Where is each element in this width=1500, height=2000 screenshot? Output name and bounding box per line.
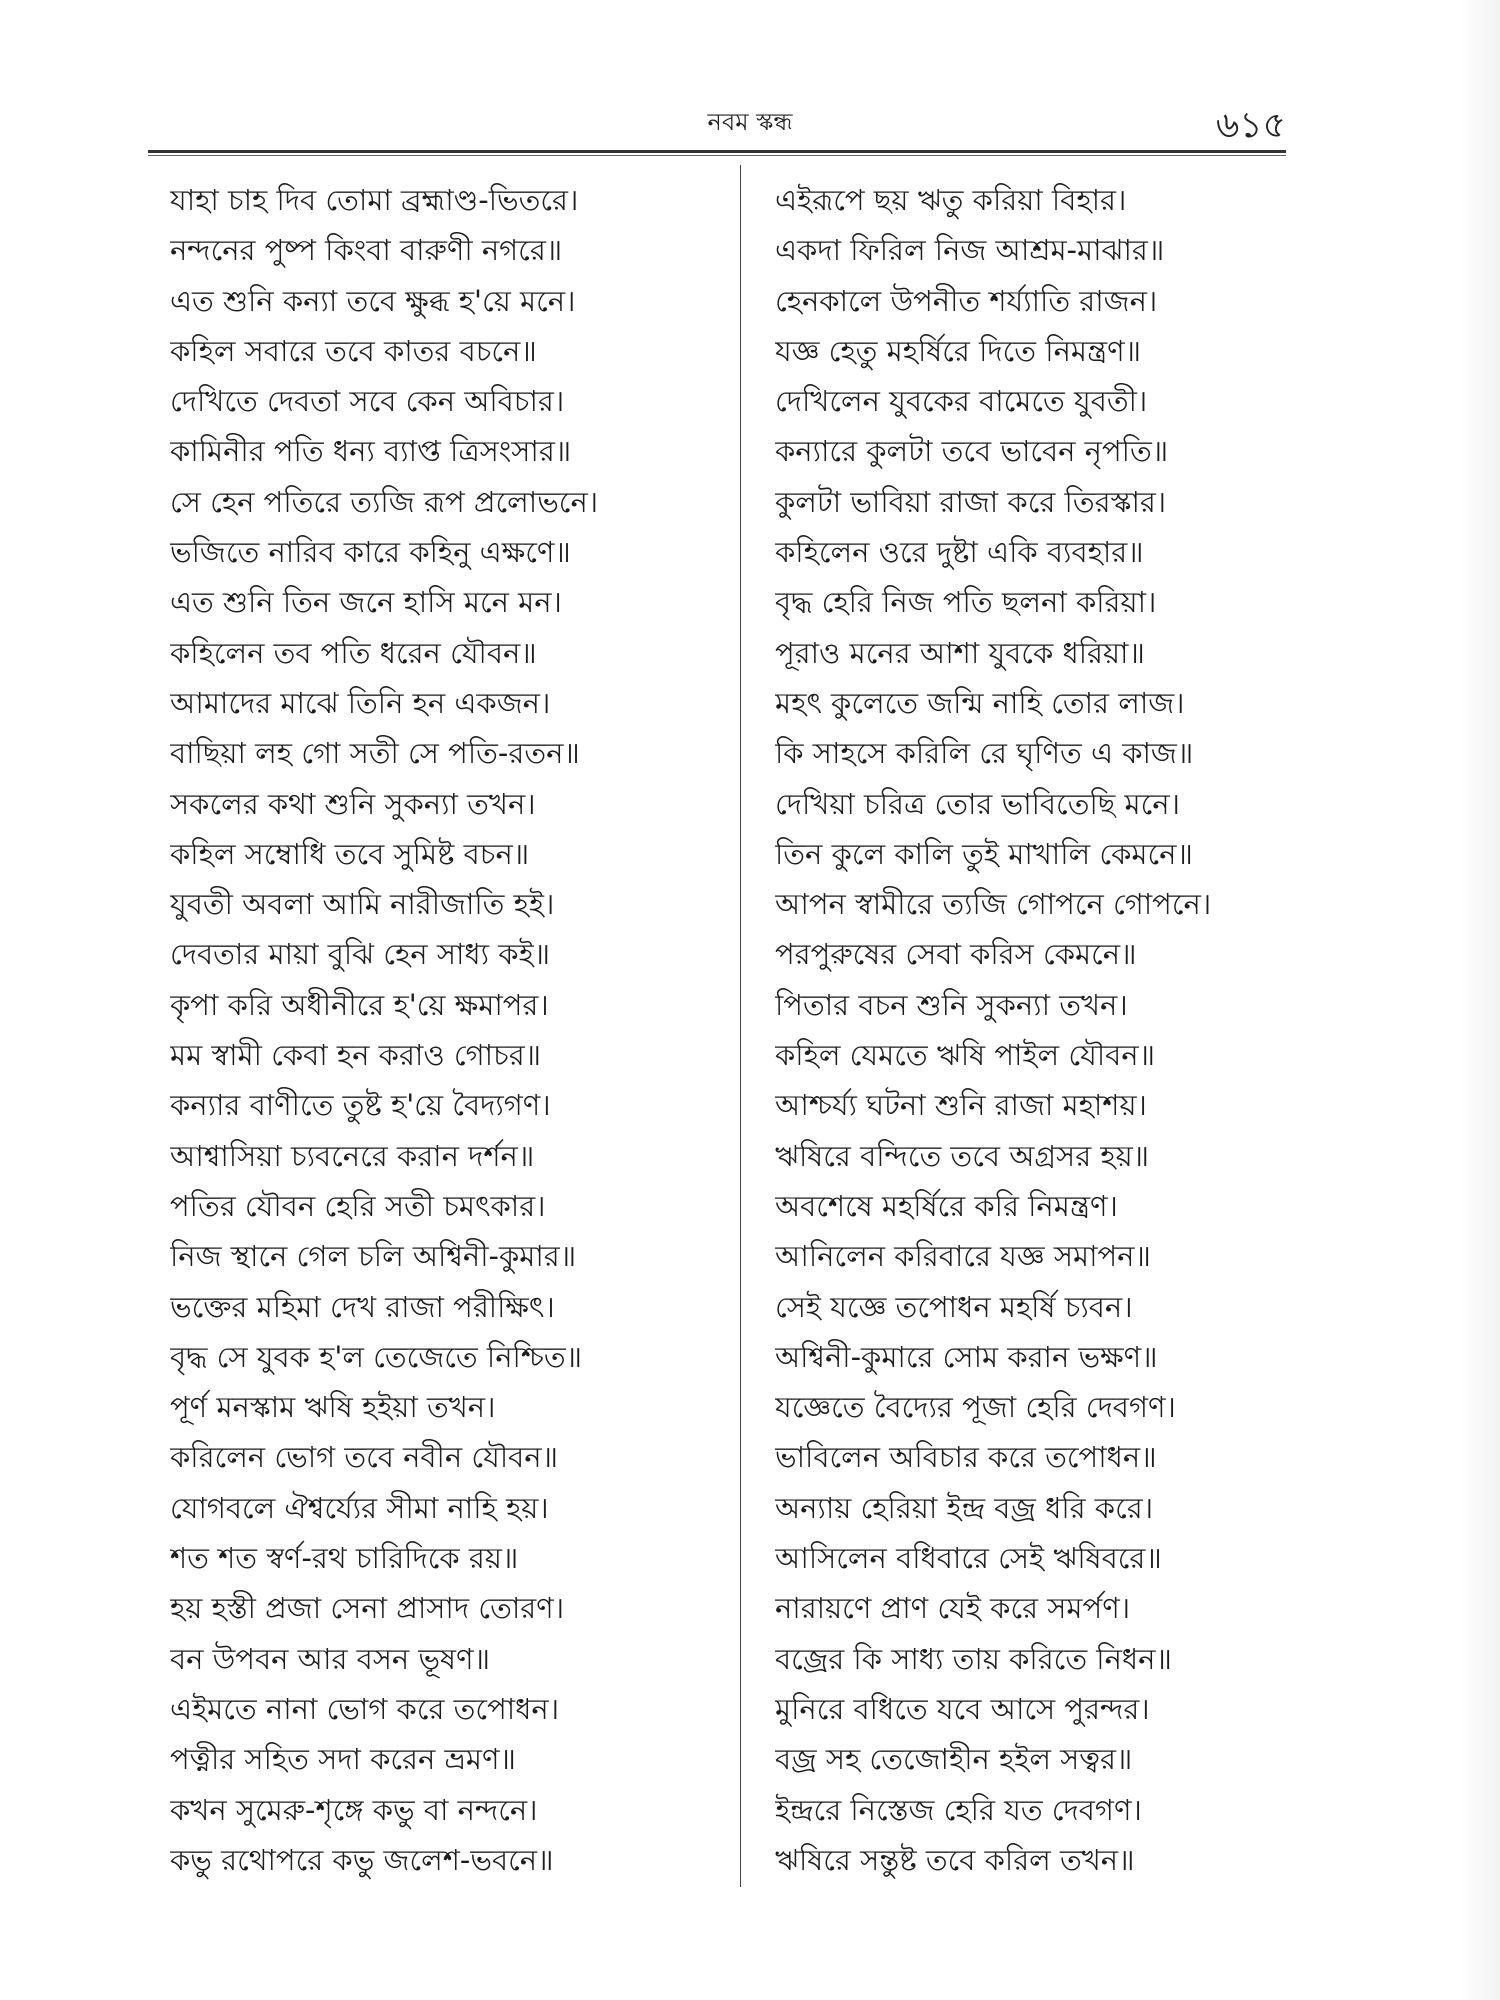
verse-line: এত শুনি কন্যা তবে ক্ষুব্ধ হ'য়ে মনে।	[170, 283, 576, 318]
verse-line: ভক্তের মহিমা দেখ রাজা পরীক্ষিৎ।	[170, 1289, 555, 1324]
header-rule-thin	[148, 155, 1286, 156]
verse-line: এইরূপে ছয় ঋতু করিয়া বিহার।	[775, 183, 1127, 217]
verse-line: কন্যারে কুলটা তবে ভাবেন নৃপতি॥	[775, 434, 1169, 469]
verse-line: আশ্চর্য্য ঘটনা শুনি রাজা মহাশয়।	[775, 1088, 1147, 1123]
left-verse-column	[170, 175, 730, 1885]
verse-line: কহিলেন তব পতি ধরেন যৌবন॥	[170, 635, 537, 670]
verse-line: অন্যায় হেরিয়া ইন্দ্র বজ্র ধরি করে।	[775, 1490, 1154, 1525]
verse-line: পূরাও মনের আশা যুবকে ধরিয়া॥	[775, 635, 1145, 670]
verse-line: এইমতে নানা ভোগ করে তপোধন।	[170, 1691, 560, 1726]
verse-line: নন্দনের পুষ্প কিংবা বারুণী নগরে॥	[170, 233, 563, 268]
page-edge-shadow	[1460, 0, 1500, 2000]
verse-line: কহিল সবারে তবে কাতর বচনে॥	[170, 333, 537, 368]
verse-line: নারায়ণে প্রাণ যেই করে সমর্পণ।	[775, 1591, 1131, 1626]
verse-line: দেবতার মায়া বুঝি হেন সাধ্য কই॥	[170, 937, 551, 972]
running-header-title: নবম স্কন্ধ	[707, 108, 793, 136]
verse-line: হয় হস্তী প্রজা সেনা প্রাসাদ তোরণ।	[170, 1591, 565, 1626]
verse-line: বৃদ্ধ সে যুবক হ'ল তেজেতে নিশ্চিত॥	[170, 1339, 582, 1374]
verse-line: একদা ফিরিল নিজ আশ্রম-মাঝার॥	[775, 233, 1165, 268]
verse-line: দেখিয়া চরিত্র তোর ভাবিতেছি মনে।	[775, 786, 1180, 821]
verse-line: বন উপবন আর বসন ভূষণ॥	[170, 1641, 490, 1676]
verse-line: মুনিরে বধিতে যবে আসে পুরন্দর।	[775, 1691, 1150, 1726]
verse-line: বৃদ্ধ হেরি নিজ পতি ছলনা করিয়া।	[775, 585, 1157, 620]
verse-line: তিন কুলে কালি তুই মাখালি কেমনে॥	[775, 836, 1193, 871]
verse-line: নিজ স্থানে গেল চলি অশ্বিনী-কুমার॥	[170, 1239, 577, 1274]
verse-line: কি সাহসে করিলি রে ঘৃণিত এ কাজ॥	[775, 736, 1194, 771]
verse-line: ইন্দ্ররে নিস্তেজ হেরি যত দেবগণ।	[775, 1792, 1142, 1827]
verse-line: যজ্ঞেতে বৈদ্যের পূজা হেরি দেবগণ।	[775, 1390, 1176, 1425]
verse-line: কহিল সম্বোধি তবে সুমিষ্ট বচন॥	[170, 836, 530, 871]
verse-line: এত শুনি তিন জনে হাসি মনে মন।	[170, 585, 562, 620]
verse-line: পূর্ণ মনস্কাম ঋষি হইয়া তখন।	[170, 1390, 496, 1425]
verse-line: কামিনীর পতি ধন্য ব্যাপ্ত ত্রিসংসার॥	[170, 434, 572, 469]
page-number: ৬১৫	[1215, 105, 1286, 146]
verse-line: যোগবলে ঐশ্বর্য্যের সীমা নাহি হয়।	[170, 1490, 549, 1525]
verse-line: হেনকালে উপনীত শর্য্যাতি রাজন।	[775, 283, 1158, 318]
verse-line: দেখিলেন যুবকের বামেতে যুবতী।	[775, 384, 1148, 419]
verse-line: সকলের কথা শুনি সুকন্যা তখন।	[170, 786, 536, 821]
verse-line: সেই যজ্ঞে তপোধন মহর্ষি চ্যবন।	[775, 1289, 1133, 1324]
verse-line: পতির যৌবন হেরি সতী চমৎকার।	[170, 1188, 546, 1223]
verse-line: মহৎ কুলেতে জন্মি নাহি তোর লাজ।	[775, 685, 1185, 720]
verse-line: দেখিতে দেবতা সবে কেন অবিচার।	[170, 384, 565, 419]
verse-line: কন্যার বাণীতে তুষ্ট হ'য়ে বৈদ্যগণ।	[170, 1088, 551, 1123]
verse-line: শত শত স্বর্ণ-রথ চারিদিকে রয়॥	[170, 1541, 519, 1576]
verse-line: কুলটা ভাবিয়া রাজা করে তিরস্কার।	[775, 484, 1167, 519]
verse-line: আমাদের মাঝে তিনি হন একজন।	[170, 685, 551, 720]
verse-line: ঋষিরে সন্তুষ্ট তবে করিল তখন॥	[775, 1842, 1135, 1877]
verse-line: ঋষিরে বন্দিতে তবে অগ্রসর হয়॥	[775, 1138, 1150, 1173]
verse-line: পত্নীর সহিত সদা করেন ভ্রমণ॥	[170, 1742, 516, 1777]
verse-line: কৃপা করি অধীনীরে হ'য়ে ক্ষমাপর।	[170, 987, 549, 1022]
column-divider	[740, 165, 741, 1887]
verse-line: কহিলেন ওরে দুষ্টা একি ব্যবহার॥	[775, 535, 1144, 570]
verse-line: কহিল যেমতে ঋষি পাইল যৌবন॥	[775, 1038, 1155, 1073]
verse-line: বজ্রের কি সাধ্য তায় করিতে নিধন॥	[775, 1641, 1172, 1676]
verse-line: পরপুরুষের সেবা করিস কেমনে॥	[775, 937, 1137, 972]
verse-line: বাছিয়া লহ গো সতী সে পতি-রতন॥	[170, 736, 580, 771]
verse-line: ভজিতে নারিব কারে কহিনু এক্ষণে॥	[170, 535, 571, 570]
verse-line: যাহা চাহ দিব তোমা ব্রহ্মাণ্ড-ভিতরে।	[170, 183, 579, 217]
verse-line: ভাবিলেন অবিচার করে তপোধন॥	[775, 1440, 1157, 1475]
verse-line: আসিলেন বধিবারে সেই ঋষিবরে॥	[775, 1541, 1162, 1576]
verse-line: কখন সুমেরু-শৃঙ্গে কভু বা নন্দনে।	[170, 1792, 538, 1827]
right-verse-column	[775, 175, 1335, 1885]
verse-line: যজ্ঞ হেতু মহর্ষিরে দিতে নিমন্ত্রণ॥	[775, 333, 1142, 368]
verse-line: মম স্বামী কেবা হন করাও গোচর॥	[170, 1038, 542, 1073]
verse-line: যুবতী অবলা আমি নারীজাতি হই।	[170, 887, 555, 922]
header-rule	[148, 150, 1286, 153]
verse-line: আপন স্বামীরে ত্যজি গোপনে গোপনে।	[775, 887, 1212, 922]
verse-line: কভু রথোপরে কভু জলেশ-ভবনে॥	[170, 1842, 554, 1877]
verse-line: সে হেন পতিরে ত্যজি রূপ প্রলোভনে।	[170, 484, 599, 519]
verse-line: আশ্বাসিয়া চ্যবনেরে করান দর্শন॥	[170, 1138, 535, 1173]
verse-line: আনিলেন করিবারে যজ্ঞ সমাপন॥	[775, 1239, 1151, 1274]
verse-line: অশ্বিনী-কুমারে সোম করান ভক্ষণ॥	[775, 1339, 1158, 1374]
verse-line: করিলেন ভোগ তবে নবীন যৌবন॥	[170, 1440, 559, 1475]
verse-line: বজ্র সহ তেজোহীন হইল সত্বর॥	[775, 1742, 1133, 1777]
verse-line: পিতার বচন শুনি সুকন্যা তখন।	[775, 987, 1128, 1022]
verse-line: অবশেষে মহর্ষিরে করি নিমন্ত্রণ।	[775, 1188, 1118, 1223]
